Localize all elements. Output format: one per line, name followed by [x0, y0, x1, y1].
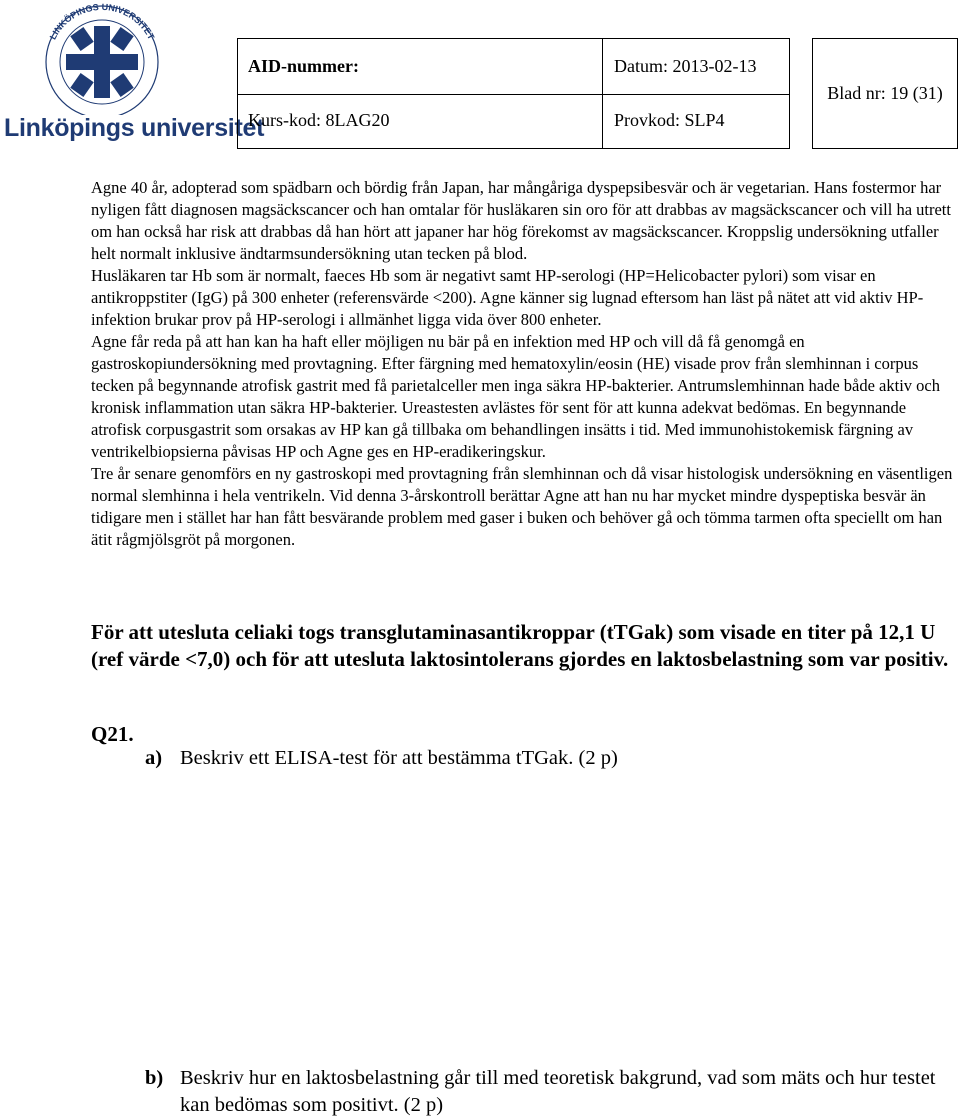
- case-paragraph: Tre år senare genomförs en ny gastroskopi med provtagning från slemhinnan och då visar histologisk undersökning en väsentligen normal slemhinna i hela ventrikeln. Vid denna 3-årskontroll berättar Agne att han nu har mycket mindre dyspeptiska besvär än tidigare men i stället har han fått besvärande problem med gaser i buken och behöver gå och tömma tarmen ofta speciellt om han ätit rågmjölsgröt på morgonen.: [91, 464, 953, 549]
- question-part-b: [145, 1065, 960, 1119]
- part-b-letter: b): [145, 1067, 164, 1089]
- page-number-box: [812, 38, 958, 149]
- course-code: Kurs-kod: 8LAG20: [248, 110, 390, 131]
- exam-date: Datum: 2013-02-13: [614, 55, 757, 76]
- aid-number-label: AID-nummer:: [248, 55, 359, 76]
- logo-wordmark: Linköpings universitet: [4, 114, 265, 142]
- part-b-text: Beskriv hur en laktosbelastning går till med teoretisk bakgrund, vad som mäts och hur testet kan bedömas som positivt. (2 p): [180, 1067, 936, 1116]
- case-paragraph: Husläkaren tar Hb som är normalt, faeces Hb som är negativt samt HP-serologi (HP=Helicobacter pylori) som visar en antikroppstiter (IgG) på 300 enheter (referensvärde <200). Agne känner sig lugnad eftersom han läst på nätet att vid aktiv HP-infektion brukar prov på HP-serologi i allmänhet ligga vida över 800 enheter.: [91, 266, 924, 329]
- seal-arc-text: LINKÖPINGS UNIVERSITET: [47, 1, 157, 42]
- header-column-divider: [602, 39, 603, 148]
- case-paragraph: Agne får reda på att han kan ha haft eller möjligen nu bär på en infektion med HP och vill då få genomgå en gastroskopiundersökning med provtagning. Efter färgning med hematoxylin/eosin (HE) visade prov från slemhinnan i corpus tecken på begynnande atrofisk gastrit med få parietalceller men inga säkra HP-bakterier. Antrumslemhinnan hade både aktiv och kronisk inflammation utan säkra HP-bakterier. Ureastesten avlästes för sent för att kunna adekvat bedömas. En begynnande atrofisk corpusgastrit som orsakas av HP kan gå tillbaka om behandlingen insätts i tid. Med immunohistokemisk färgning av ventrikelbiopsierna påvisas HP och Agne ges en HP-eradikeringskur.: [91, 332, 940, 461]
- question-number: Q21.: [91, 722, 134, 746]
- part-a-letter: a): [145, 747, 163, 769]
- case-description: [91, 177, 953, 551]
- university-logo: [0, 0, 265, 150]
- part-a-text: Beskriv ett ELISA-test för att bestämma tTGak. (2 p): [180, 747, 618, 769]
- page-number: Blad nr: 19 (31): [827, 83, 943, 103]
- lab-findings-paragraph: För att utesluta celiaki togs transglutaminasantikroppar (tTGak) som visade en titer på 12,1 U (ref värde <7,0) och för att utesluta laktosintolerans gjordes en laktosbelastning som var positiv.: [91, 620, 949, 671]
- header-row-1: [238, 39, 789, 95]
- exam-header-table: [237, 38, 790, 149]
- university-seal-icon: [0, 0, 228, 115]
- header-row-2: [238, 94, 789, 149]
- question-part-a: [145, 747, 960, 770]
- exam-code: Provkod: SLP4: [614, 110, 725, 131]
- case-paragraph: Agne 40 år, adopterad som spädbarn och bördig från Japan, har mångåriga dyspepsibesvär och är vegetarian. Hans fostermor har nyligen fått diagnosen magsäckscancer och han omtalar för husläkaren sin oro för att drabbas av magsäckscancer och vill ha utrett om han också har risk att drabbas då han hört att japaner har hög förekomst av magsäckscancer. Kroppslig undersökning utfaller helt normalt inklusive ändtarmsundersökning utan tecken på blod.: [91, 178, 951, 263]
